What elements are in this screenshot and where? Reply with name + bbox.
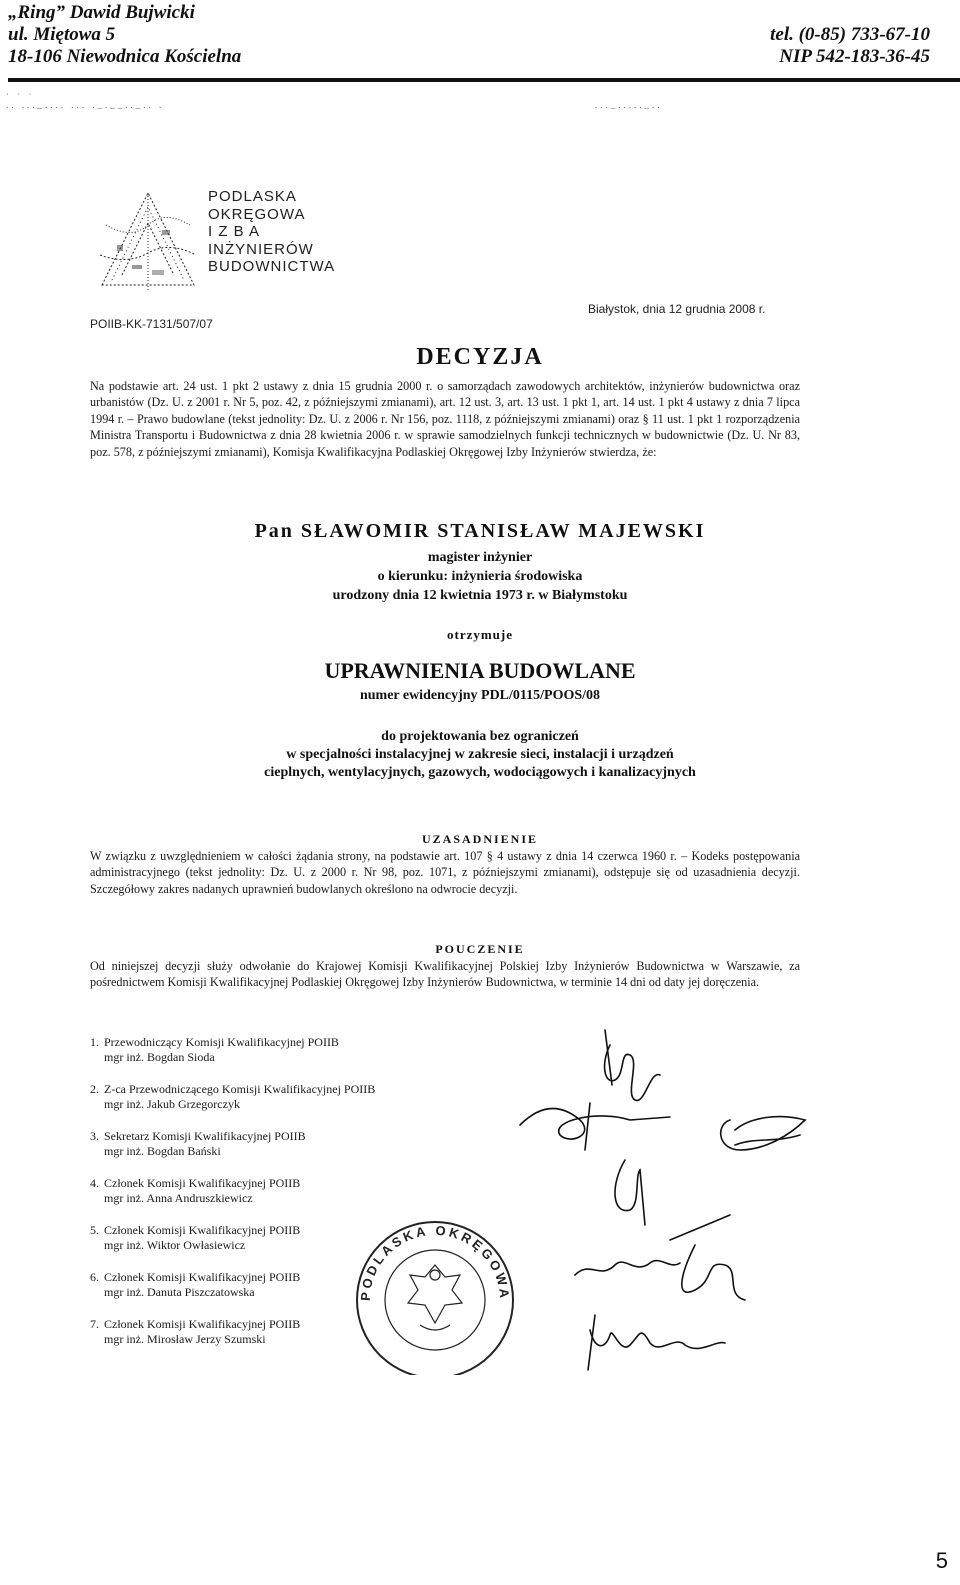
page-number: 5	[935, 1548, 948, 1573]
recipient-name: Pan SŁAWOMIR STANISŁAW MAJEWSKI	[254, 520, 706, 542]
justification-text: W związku z uwzględnieniem w całości żądania strony, na podstawie art. 107 § 4 ustawy z dnia 14 czerwca 1960 r. – Kodeks postępowania administracyjnego (tekst jednolity: Dz. U. z 2000 r. Nr 98, poz. 1071, z późniejszymi zmianami), odstępuje się od uzasadnienia decyzji. Szczegółowy zakres nadanych uprawnień budowlanych określono na odwrocie decyzji.	[90, 849, 800, 896]
company-phone: tel. (0-85) 733-67-10	[770, 24, 930, 45]
letterhead-left	[8, 2, 241, 68]
signatures-icon	[500, 1025, 820, 1385]
receives-label: otrzymuje	[446, 627, 514, 642]
svg-text:PODLASKA OKRĘGOWA	[358, 1223, 512, 1302]
legal-basis-paragraph: Na podstawie art. 24 ust. 1 pkt 2 ustawy z dnia 15 grudnia 2000 r. o samorządach zawodowych architektów, inżynierów budownictwa oraz urbanistów (Dz. U. z 2001 r. Nr 5, poz. 42, z późniejszymi zmianami), art. 12 ust. 3, art. 13 ust. 1 pkt 1, art. 14 ust. 1 pkt 4 ustawy z dnia 7 lipca 1994 r. – Prawo budowlane (tekst jednolity: Dz. U. z 2006 r. Nr 156, poz. 1118, z późniejszymi zmianami) oraz § 11 ust. 1 pkt 1 rozporządzenia Ministra Transportu i Budownictwa z dnia 28 kwietnia 2006 r. w sprawie samodzielnych funkcji technicznych w budownictwie (Dz. U. Nr 83, poz. 578, z późniejszymi zmianami), Komisja Kwalifikacyjna Podlaskiej Okręgowej Izby Inżynierów stwierdza, że:	[90, 379, 800, 459]
document-title: DECYZJA	[416, 344, 544, 370]
company-name: „Ring” Dawid Bujwicki	[8, 2, 195, 23]
recipient-birth: urodzony dnia 12 kwietnia 1973 r. w Białymstoku	[332, 588, 628, 603]
permission-scope: do projektowania bez ograniczeń w specjalności instalacyjnej w zakresie sieci, instalacji i urządzeń cieplnych, wentylacyjnych, gazowych, wodociągowych i kanalizacyjnych	[264, 729, 696, 780]
scan-noise: ˙ ˙ ˙	[6, 92, 35, 102]
letterhead-right	[770, 24, 930, 68]
scan-noise: .. ..._.... ... ._.__.._.. .	[6, 100, 165, 110]
company-city: 18-106 Niewodnica Kościelna	[8, 46, 242, 67]
chamber-logo-text: PODLASKA OKRĘGOWA I Z B A INŻYNIERÓW BUDOWNICTWA	[208, 188, 336, 275]
scan-noise: ..._....._..	[595, 100, 663, 110]
registration-number: numer ewidencyjny PDL/0115/POOS/08	[359, 688, 601, 703]
instruction-title: POUCZENIE	[435, 942, 525, 956]
seal-text: PODLASKA OKRĘGOWA	[357, 1222, 513, 1302]
recipient-details	[0, 548, 960, 605]
justification-title: UZASADNIENIE	[421, 832, 539, 846]
instruction-text: Od niniejszej decyzji służy odwołanie do Krajowej Komisji Kwalifikacyjnej Polskiej Izby Inżynierów Budownictwa w Warszawie, za pośrednictwem Komisji Kwalifikacyjnej Podlaskiej Okręgowej Izby Inżynierów Budownictwa, w terminie 14 dni od daty jej doręczenia.	[90, 959, 800, 990]
document-date: Białystok, dnia 12 grudnia 2008 r.	[588, 302, 766, 316]
recipient-degree: magister inżynier	[427, 550, 533, 565]
chamber-logo-icon	[92, 185, 204, 297]
company-nip: NIP 542-183-36-45	[779, 46, 930, 67]
recipient-field: o kierunku: inżynieria środowiska	[377, 569, 583, 584]
header-rule	[8, 78, 960, 82]
reference-number: POIIB-KK-7131/507/07	[90, 317, 213, 331]
company-street: ul. Miętowa 5	[8, 24, 116, 45]
permission-title: UPRAWNIENIA BUDOWLANE	[324, 658, 636, 683]
